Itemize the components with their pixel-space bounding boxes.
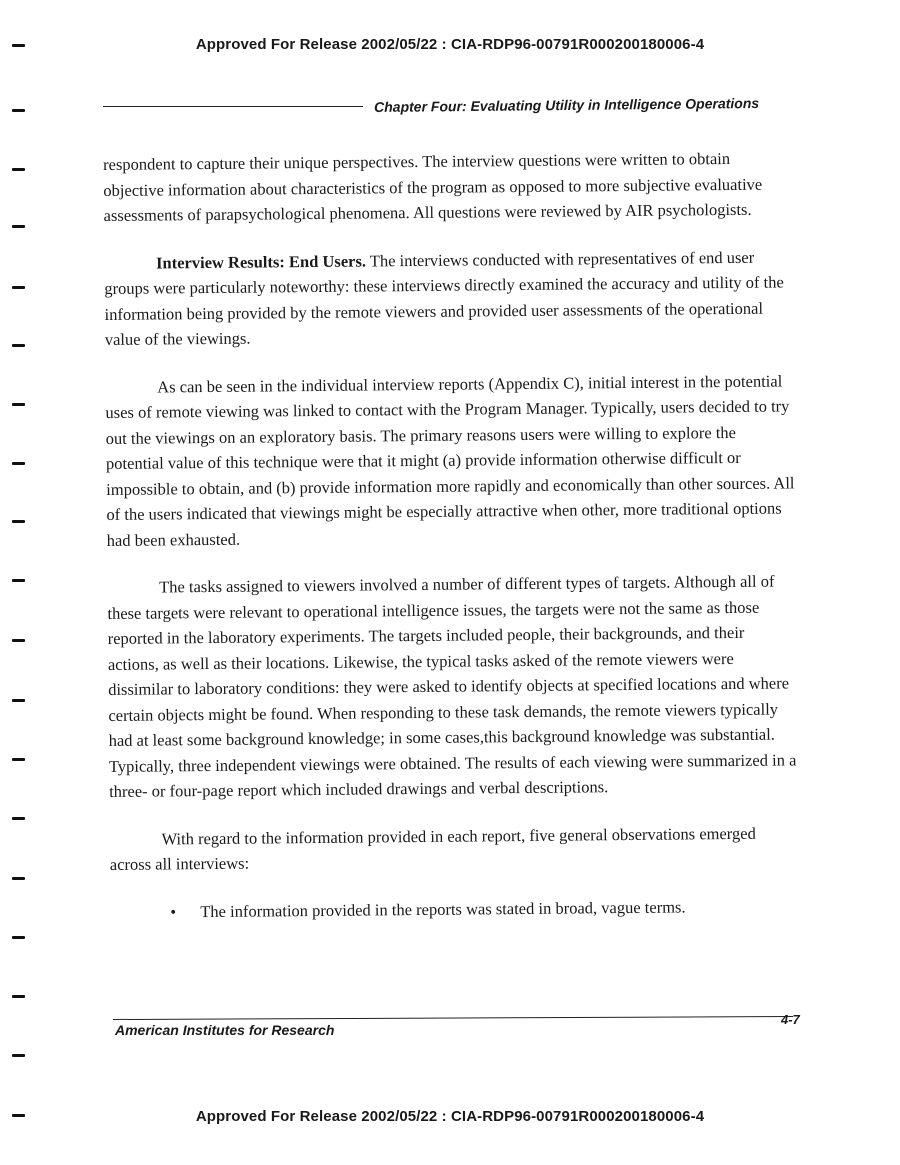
paragraph: With regard to the information provided in each report, five general observations emerged across all interviews: <box>109 823 756 874</box>
binder-mark <box>12 579 25 582</box>
page-number: 4-7 <box>781 1012 800 1027</box>
footer-rule <box>113 1016 793 1020</box>
binder-mark <box>12 936 25 939</box>
binder-mark <box>12 403 25 406</box>
bullet-mark: • <box>170 901 177 921</box>
bullet-item <box>110 893 800 925</box>
binder-mark <box>12 109 25 112</box>
paragraph: respondent to capture their unique perspectives. The interview questions were written to obtain objective information about characteristics of the program as opposed to more subjective evaluative assessments of parapsychological phenomena. All questions were reviewed by AIR psychologists. <box>103 148 763 225</box>
paragraph <box>104 244 795 353</box>
chapter-header: Chapter Four: Evaluating Utility in Intelligence Operations <box>374 94 760 115</box>
paragraph-text: The interviews conducted with representatives of end user groups were particularly noteworthy: these interviews directly examined the accuracy and utility of the information being provided by the remote viewers and provided user assessments of the operational value of the viewings. <box>104 247 784 349</box>
binder-mark <box>12 1054 25 1057</box>
binder-mark <box>12 817 25 820</box>
footer-org: American Institutes for Research <box>115 1022 335 1038</box>
binder-mark <box>12 286 25 289</box>
body-text <box>103 145 800 925</box>
binder-mark <box>12 699 25 702</box>
release-footer: Approved For Release 2002/05/22 : CIA-RDP96-00791R000200180006-4 <box>195 1108 705 1125</box>
run-in-heading: Interview Results: End Users. <box>155 250 367 272</box>
binder-mark <box>12 225 25 228</box>
binder-mark <box>12 168 25 171</box>
binder-mark <box>12 520 25 523</box>
paragraph: The tasks assigned to viewers involved a number of different types of targets. Although all of these targets were relevant to operational intelligence issues, the targets were not the same as those reported in the laboratory experiments. The targets included people, their backgrounds, and their actions, as well as their locations. Likewise, the typical tasks asked of the remote viewers were dissimilar to laboratory conditions: they were asked to identify objects at specified locations and where certain objects might be found. When responding to these task demands, the remote viewers typically had at least some background knowledge; in some cases,this background knowledge was substantial. Typically, three independent viewings were obtained. The results of each viewing were summarized in a three- or four-page report which included drawings and verbal descriptions. <box>107 571 797 801</box>
binder-mark <box>12 877 25 880</box>
binder-mark <box>12 462 25 465</box>
bullet-text: The information provided in the reports was stated in broad, vague terms. <box>200 896 686 921</box>
binder-mark <box>12 995 25 998</box>
binder-mark <box>12 344 25 347</box>
binder-mark <box>12 639 25 642</box>
binder-mark <box>12 44 25 47</box>
header-rule <box>103 106 363 107</box>
release-header: Approved For Release 2002/05/22 : CIA-RDP96-00791R000200180006-4 <box>195 36 705 53</box>
binder-mark <box>12 758 25 761</box>
paragraph: As can be seen in the individual interview reports (Appendix C), initial interest in the potential uses of remote viewing was linked to contact with the Program Manager. Typically, users decided to try out the viewings on an exploratory basis. The primary reasons users were willing to explore the potential value of this technique were that it might (a) provide information otherwise difficult or impossible to obtain, and (b) provide information more rapidly and economically than other sources. All of the users indicated that viewings might be especially attractive when other, more traditional options had been exhausted. <box>105 370 795 550</box>
